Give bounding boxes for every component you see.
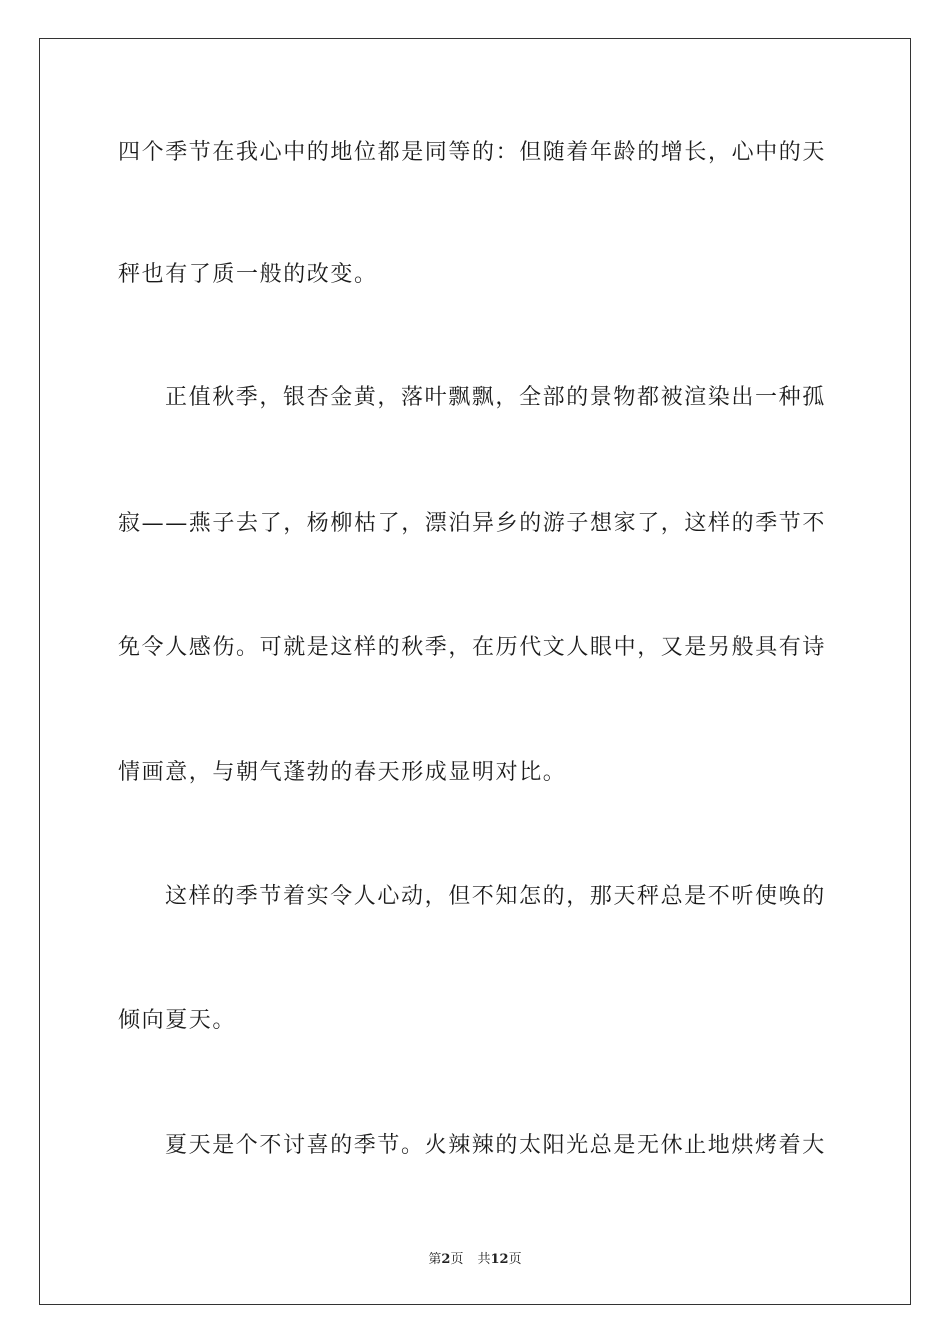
current-page-number: 2 xyxy=(441,1252,451,1267)
paragraph-line-3: 正值秋季，银杏金黄，落叶飘飘，全部的景物都被渲染出一种孤 xyxy=(165,385,826,410)
paragraph-line-7: 这样的季节着实令人心动，但不知怎的，那天秤总是不听使唤的 xyxy=(165,884,826,909)
page-suffix: 页 xyxy=(450,1252,464,1267)
paragraph-line-9: 夏天是个不讨喜的季节。火辣辣的太阳光总是无休止地烘烤着大 xyxy=(165,1133,826,1158)
paragraph-line-8: 倾向夏天。 xyxy=(118,1008,237,1033)
total-prefix: 共 xyxy=(477,1252,491,1267)
paragraph-line-4: 寂——燕子去了，杨柳枯了，漂泊异乡的游子想家了，这样的季节不 xyxy=(118,511,827,536)
total-suffix: 页 xyxy=(508,1252,522,1267)
page-prefix: 第 xyxy=(428,1252,442,1267)
paragraph-line-1: 四个季节在我心中的地位都是同等的：但随着年龄的增长，心中的天 xyxy=(118,140,827,165)
page-footer xyxy=(0,1248,950,1267)
total-pages-number: 12 xyxy=(490,1252,509,1267)
page-border xyxy=(39,38,911,1305)
paragraph-line-5: 免令人感伤。可就是这样的秋季，在历代文人眼中，又是另般具有诗 xyxy=(118,635,827,660)
paragraph-line-6: 情画意，与朝气蓬勃的春天形成显明对比。 xyxy=(118,760,567,785)
paragraph-line-2: 秤也有了质一般的改变。 xyxy=(118,262,378,287)
